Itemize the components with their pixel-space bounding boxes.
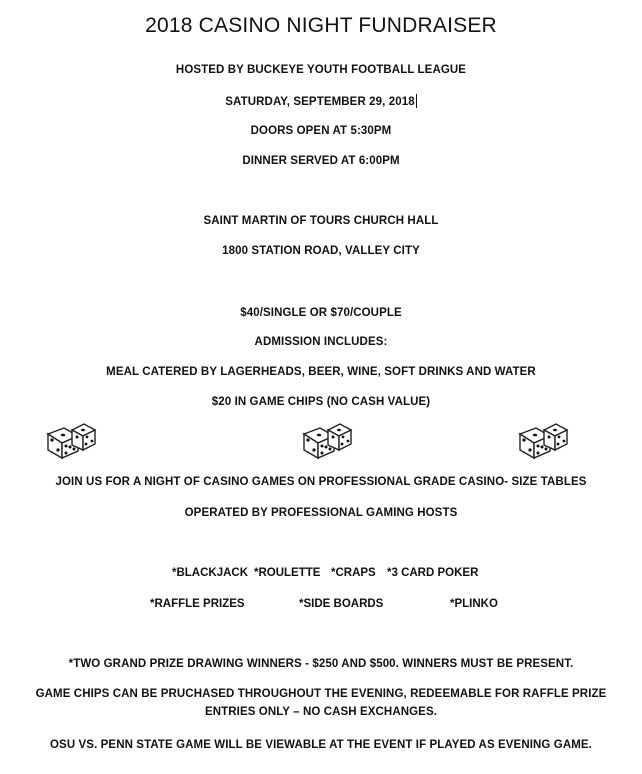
text-cursor — [416, 94, 417, 108]
game-item: *ROULETTE — [254, 567, 321, 579]
date-line — [0, 94, 642, 108]
admission-chips-line: $20 IN GAME CHIPS (NO CASH VALUE) — [211, 396, 431, 408]
extra-item: *RAFFLE PRIZES — [150, 598, 245, 610]
host-line: HOSTED BY BUCKEYE YOUTH FOOTBALL LEAGUE — [175, 64, 467, 76]
chips-line-2: ENTRIES ONLY – NO CASH EXCHANGES. — [204, 706, 438, 718]
chips-line-1: GAME CHIPS CAN BE PRUCHASED THROUGHOUT THE EVENING, REDEEMABLE FOR RAFFLE PRIZE — [35, 688, 607, 700]
osu-line: OSU VS. PENN STATE GAME WILL BE VIEWABLE AT THE EVENT IF PLAYED AS EVENING GAME. — [50, 739, 592, 751]
extra-item: *SIDE BOARDS — [299, 598, 384, 610]
game-item: *3 CARD POKER — [387, 567, 479, 579]
address-line: 1800 STATION ROAD, VALLEY CITY — [222, 245, 420, 257]
admission-meal-line: MEAL CATERED BY LAGERHEADS, BEER, WINE, SOFT DRINKS AND WATER — [106, 366, 536, 378]
dice-icon — [298, 420, 354, 460]
admission-heading: ADMISSION INCLUDES: — [254, 336, 388, 348]
dice-icon — [42, 420, 98, 460]
extra-item: *PLINKO — [450, 598, 498, 610]
join-line: JOIN US FOR A NIGHT OF CASINO GAMES ON PROFESSIONAL GRADE CASINO- SIZE TABLES — [55, 476, 587, 488]
venue-line: SAINT MARTIN OF TOURS CHURCH HALL — [203, 215, 439, 227]
operated-line: OPERATED BY PROFESSIONAL GAMING HOSTS — [184, 507, 458, 519]
grand-prize-line: *TWO GRAND PRIZE DRAWING WINNERS - $250 AND $500. WINNERS MUST BE PRESENT. — [68, 658, 574, 670]
dice-icon — [514, 420, 570, 460]
doors-line: DOORS OPEN AT 5:30PM — [250, 125, 392, 137]
dinner-line: DINNER SERVED AT 6:00PM — [242, 155, 400, 167]
game-item: *CRAPS — [331, 567, 376, 579]
date-text: SATURDAY, SEPTEMBER 29, 2018 — [225, 96, 415, 108]
price-line: $40/SINGLE OR $70/COUPLE — [240, 307, 402, 319]
game-item: *BLACKJACK — [172, 567, 249, 579]
page-title: 2018 CASINO NIGHT FUNDRAISER — [145, 14, 497, 37]
